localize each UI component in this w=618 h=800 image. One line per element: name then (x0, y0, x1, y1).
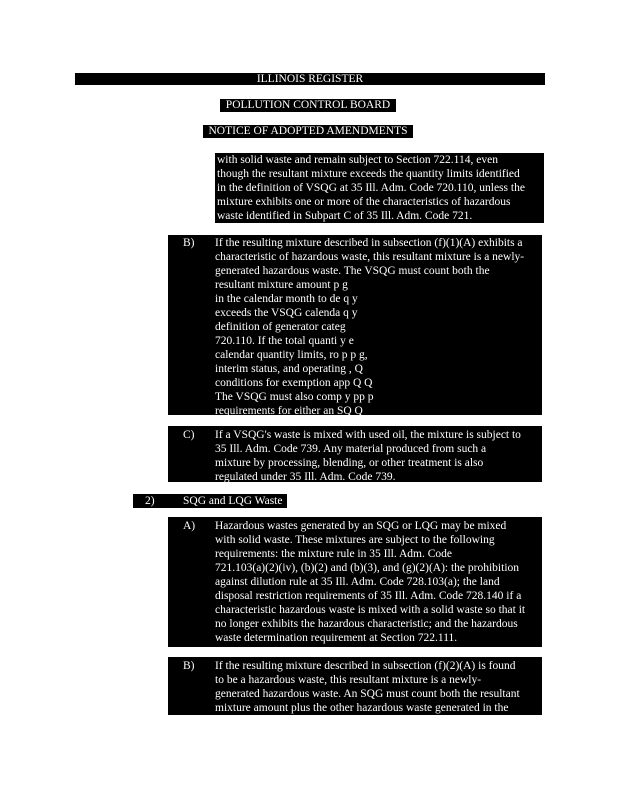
text-line: mixture exhibits one or more of the characteristics of hazardous (217, 196, 511, 208)
text-line: against dilution rule at 35 Ill. Adm. Code 728.103(a); the land (215, 576, 500, 588)
agency-header (220, 99, 396, 112)
text-line: If the resulting mixture described in subsection (f)(2)(A) is found (215, 660, 516, 672)
paragraph-continuation (215, 153, 544, 223)
item-label-text: B) (183, 660, 195, 672)
text-line: disposal restriction requirements of 35 Ill. Adm. Code 728.140 if a (215, 590, 522, 602)
text-line: exceeds the VSQG calenda q y (215, 307, 358, 319)
text-line: mixture by processing, blending, or other treatment is also (215, 457, 484, 469)
text-line: regulated under 35 Ill. Adm. Code 739. (215, 471, 396, 483)
text-line: conditions for exemption app Q Q (215, 377, 373, 389)
text-line: definition of generator categ (215, 321, 346, 333)
text-line: requirements for either an SQ Q (215, 405, 363, 417)
text-line: waste determination requirement at Section 722.111. (215, 632, 458, 644)
text-line: no longer exhibits the hazardous characteristic; and the hazardous (215, 618, 518, 630)
text-line: in the calendar month to de q y (215, 293, 358, 305)
text-line: though the resultant mixture exceeds the quantity limits identified (217, 168, 520, 180)
item-c1-number (183, 428, 195, 442)
section-2-title: SQG and LQG Waste (183, 495, 283, 507)
text-line: with solid waste and remain subject to Section 722.114, even (217, 154, 498, 166)
text-line: in the definition of VSQG at 35 Ill. Adm. Code 720.110, unless the (217, 182, 525, 194)
text-line: 35 Ill. Adm. Code 739. Any material produced from such a (215, 443, 487, 455)
text-line: generated hazardous waste. The VSQG must count both the (215, 265, 490, 277)
text-line: 720.110. If the total quanti y e (215, 335, 354, 347)
item-b1-text (215, 236, 542, 417)
register-header (75, 73, 545, 85)
item-label-text: A) (183, 520, 196, 532)
item-c1-text (215, 428, 542, 482)
notice-title: NOTICE OF ADOPTED AMENDMENTS (208, 125, 408, 137)
item-a2-text (215, 519, 542, 647)
text-line: If the resulting mixture described in subsection (f)(1)(A) exhibits a (215, 237, 523, 249)
text-line: generated hazardous waste. An SQG must count both the resultant (215, 688, 520, 700)
item-b2-number (183, 659, 195, 673)
text-line: 721.103(a)(2)(iv), (b)(2) and (b)(3), and (g)(2)(A): the prohibition (215, 562, 520, 574)
text-line: If a VSQG's waste is mixed with used oil, the mixture is subject to (215, 429, 521, 441)
item-b1-number (183, 236, 195, 250)
item-a2-number (183, 519, 195, 533)
text-line: Hazardous wastes generated by an SQG or LQG may be mixed (215, 520, 507, 532)
text-line: resultant mixture amount p g (215, 279, 348, 291)
register-title: ILLINOIS REGISTER (256, 73, 364, 85)
text-line: requirements: the mixture rule in 35 Ill. Adm. Code (215, 548, 452, 560)
text-line: The VSQG must also comp y pp p (215, 391, 374, 403)
text-line: to be a hazardous waste, this resultant mixture is a newly- (215, 674, 482, 686)
text-line: characteristic hazardous waste is mixed with a solid waste so that it (215, 604, 526, 616)
text-line: characteristic of hazardous waste, this resultant mixture is a newly- (215, 251, 525, 263)
text-line: with solid waste. These mixtures are subject to the following (215, 534, 495, 546)
section-2-label: 2) (145, 495, 155, 507)
agency-title: POLLUTION CONTROL BOARD (225, 99, 391, 111)
notice-header (203, 125, 413, 138)
item-label-text: C) (183, 429, 195, 441)
item-label-text: B) (183, 237, 195, 249)
text-line: mixture amount plus the other hazardous waste generated in the (215, 702, 509, 714)
text-line: calendar quantity limits, ro p p g, (215, 349, 368, 361)
text-line: waste identified in Subpart C of 35 Ill. Adm. Code 721. (217, 210, 473, 222)
item-b2-text (215, 659, 542, 715)
section-2-heading (133, 494, 287, 508)
text-line: interim status, and operating , Q (215, 363, 363, 375)
